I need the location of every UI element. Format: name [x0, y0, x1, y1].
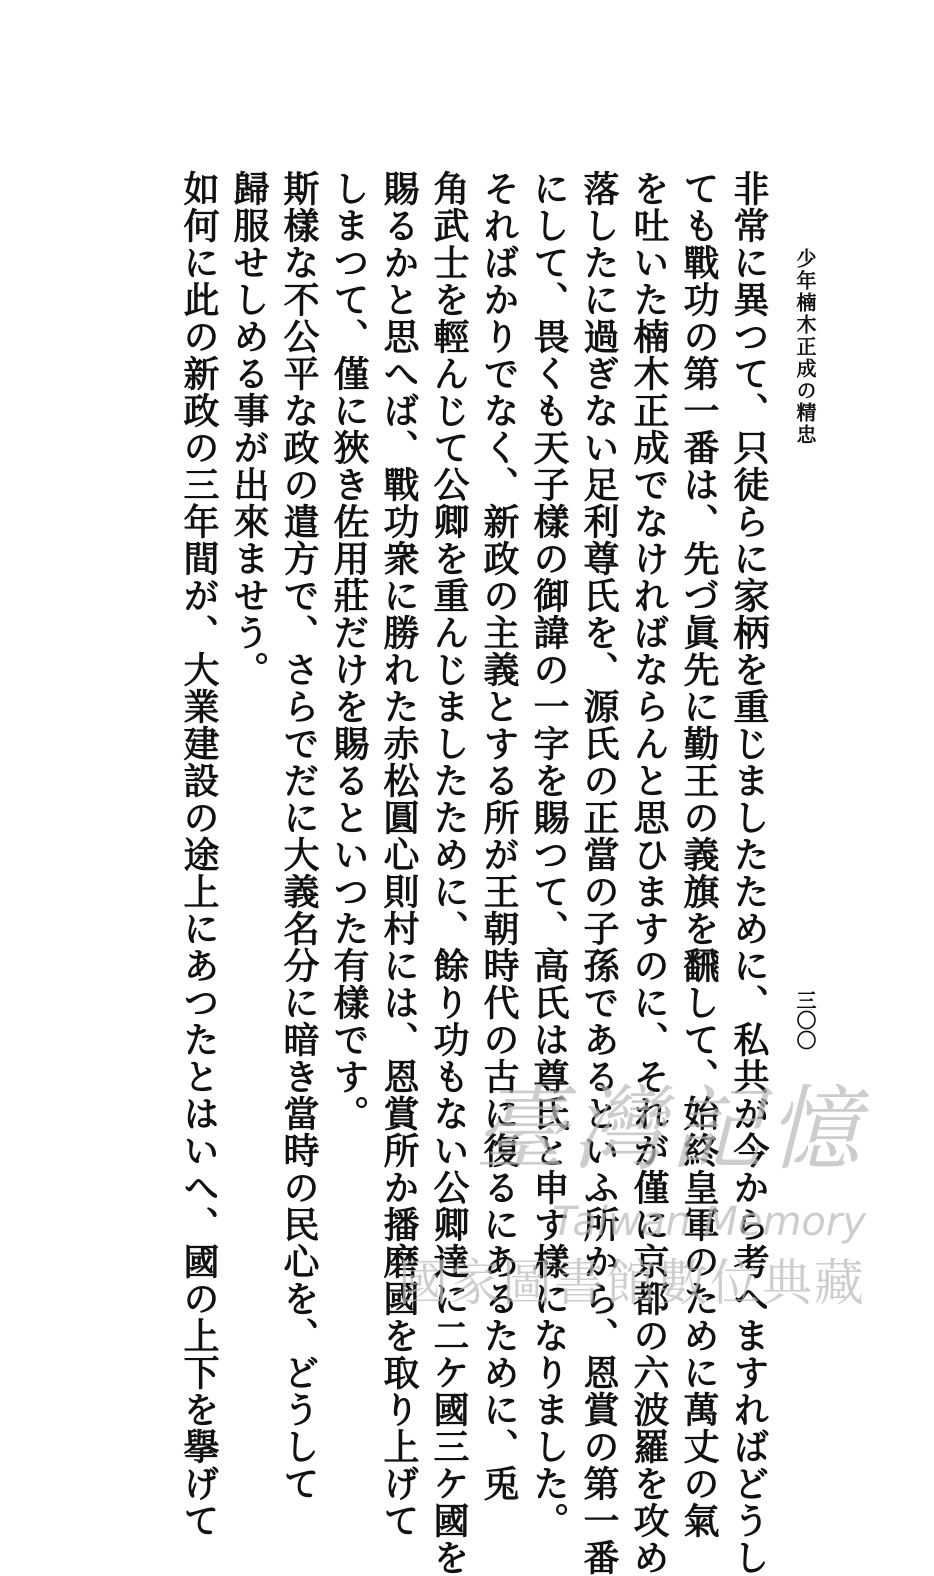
- text-column-2: ても戰功の第一番は、先づ眞先に勤王の義旗を飜して、始終皇軍のために萬丈の氣: [678, 170, 720, 1539]
- library-watermark: [396, 1075, 866, 1335]
- text-column-7: 角武士を輕んじて公卿を重んじましたために、餘り功もない公卿達に二ケ國三ケ國を: [428, 170, 470, 1576]
- text-column-12: 如何に此の新政の三年間が、大業建設の途上にあつたとはいへ、國の上下を擧げて: [178, 170, 220, 1539]
- text-column-8: 賜るかと思へば、戰功衆に勝れた赤松圓心則村には、恩賞所か播磨國を取り上げて: [378, 170, 420, 1539]
- watermark-script-text: 臺灣記憶: [473, 1076, 866, 1183]
- watermark-institution-text: 國家圖書館數位典藏: [398, 1254, 866, 1312]
- page-number: 三〇〇: [793, 990, 817, 1050]
- text-column-1: 非常に異つて、只徒らに家柄を重じましたために、私共が今から考へますればどうし: [728, 170, 770, 1576]
- text-column-6: そればかりでなく、新政の主義とする所が王朝時代の古に復るにあるために、兎: [478, 170, 520, 1502]
- text-column-10: 斯樣な不公平な政の遣方で、さらでだに大義名分に暗き當時の民心を、どうして: [278, 170, 320, 1502]
- text-column-9: しまつて、僅に狹き佐用莊だけを賜るといつた有樣です。: [328, 170, 370, 1132]
- text-column-5: にして、畏くも天子樣の御諱の一字を賜つて、高氏は尊氏と申す樣になりました。: [528, 170, 570, 1539]
- text-column-4: 落したに過ぎない足利尊氏を、源氏の正當の子孫であるといふ所から、恩賞の第一番: [578, 170, 620, 1576]
- watermark-latin-text: Taiwan Memory: [552, 1199, 866, 1245]
- text-column-11: 歸服せしめる事が出來ませう。: [228, 170, 270, 688]
- text-column-3: を吐いた楠木正成でなければならんと思ひますのに、それが僅に京都の六波羅を攻め: [628, 170, 670, 1576]
- running-title: 少年楠木正成の精忠: [793, 248, 817, 446]
